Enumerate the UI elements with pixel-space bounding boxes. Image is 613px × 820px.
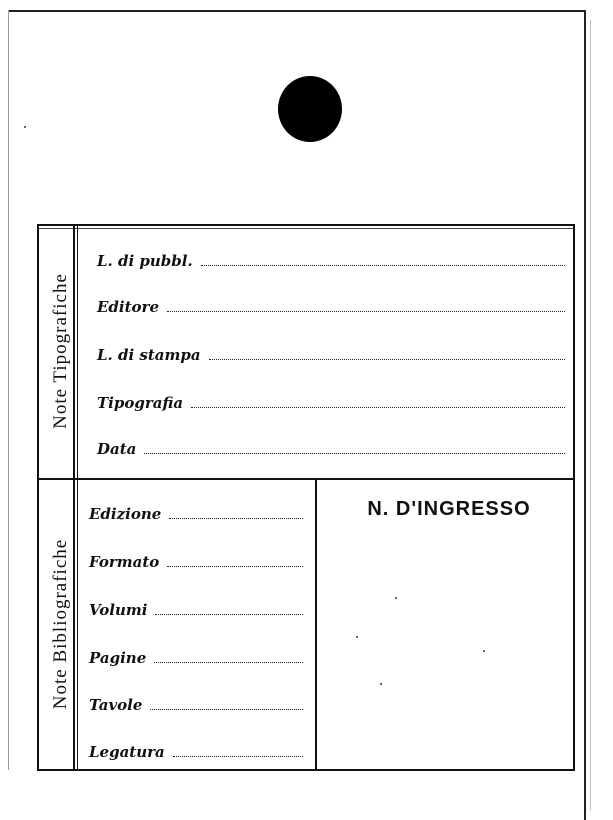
field-label: Volumi bbox=[89, 601, 148, 619]
scan-speck bbox=[395, 597, 397, 599]
fill-line bbox=[167, 310, 565, 312]
field-luogo-stampa bbox=[97, 342, 565, 364]
field-label: L. di stampa bbox=[97, 346, 201, 364]
field-label: L. di pubbl. bbox=[97, 252, 193, 270]
card-edge-left bbox=[8, 10, 9, 770]
field-edizione bbox=[89, 501, 303, 523]
card-edge-right-inner bbox=[590, 20, 591, 810]
field-luogo-pubblicazione bbox=[97, 248, 565, 270]
scan-speck bbox=[356, 636, 358, 638]
card-edge-right bbox=[584, 10, 586, 820]
field-label: Formato bbox=[89, 553, 160, 571]
card-edge-top bbox=[8, 10, 586, 12]
field-label: Tipografia bbox=[97, 394, 184, 412]
fill-line bbox=[167, 565, 303, 567]
field-label: Tavole bbox=[89, 696, 143, 714]
field-tipografia bbox=[97, 390, 565, 412]
field-legatura bbox=[89, 739, 303, 761]
fill-line bbox=[209, 358, 565, 360]
scan-speck bbox=[483, 650, 485, 652]
field-label: Edizione bbox=[89, 505, 162, 523]
label-column-rule-inner bbox=[77, 226, 78, 769]
frame-inner-rule bbox=[39, 228, 573, 229]
section-divider bbox=[39, 478, 575, 480]
field-label: Editore bbox=[97, 298, 159, 316]
punch-hole bbox=[278, 76, 342, 142]
field-data bbox=[97, 436, 565, 458]
field-formato bbox=[89, 549, 303, 571]
fill-line bbox=[155, 613, 303, 615]
section-label-tipografiche: Note Tipografiche bbox=[50, 273, 71, 429]
field-label: Data bbox=[97, 440, 137, 458]
fill-line bbox=[154, 661, 303, 663]
scan-speck bbox=[24, 126, 26, 128]
section-label-bibliografiche: Note Bibliografiche bbox=[50, 538, 71, 710]
field-label: Pagine bbox=[89, 649, 147, 667]
field-volumi bbox=[89, 597, 303, 619]
field-pagine bbox=[89, 645, 303, 667]
fill-line bbox=[173, 755, 303, 757]
scan-speck bbox=[380, 683, 382, 685]
ingresso-divider bbox=[315, 480, 317, 769]
field-label: Legatura bbox=[89, 743, 165, 761]
field-editore bbox=[97, 294, 565, 316]
fill-line bbox=[201, 264, 565, 266]
ingresso-label: N. D'INGRESSO bbox=[367, 498, 531, 520]
fill-line bbox=[150, 708, 303, 710]
fill-line bbox=[169, 517, 303, 519]
fill-line bbox=[191, 406, 565, 408]
label-column-rule bbox=[73, 226, 75, 769]
fill-line bbox=[144, 452, 565, 454]
field-tavole bbox=[89, 692, 303, 714]
